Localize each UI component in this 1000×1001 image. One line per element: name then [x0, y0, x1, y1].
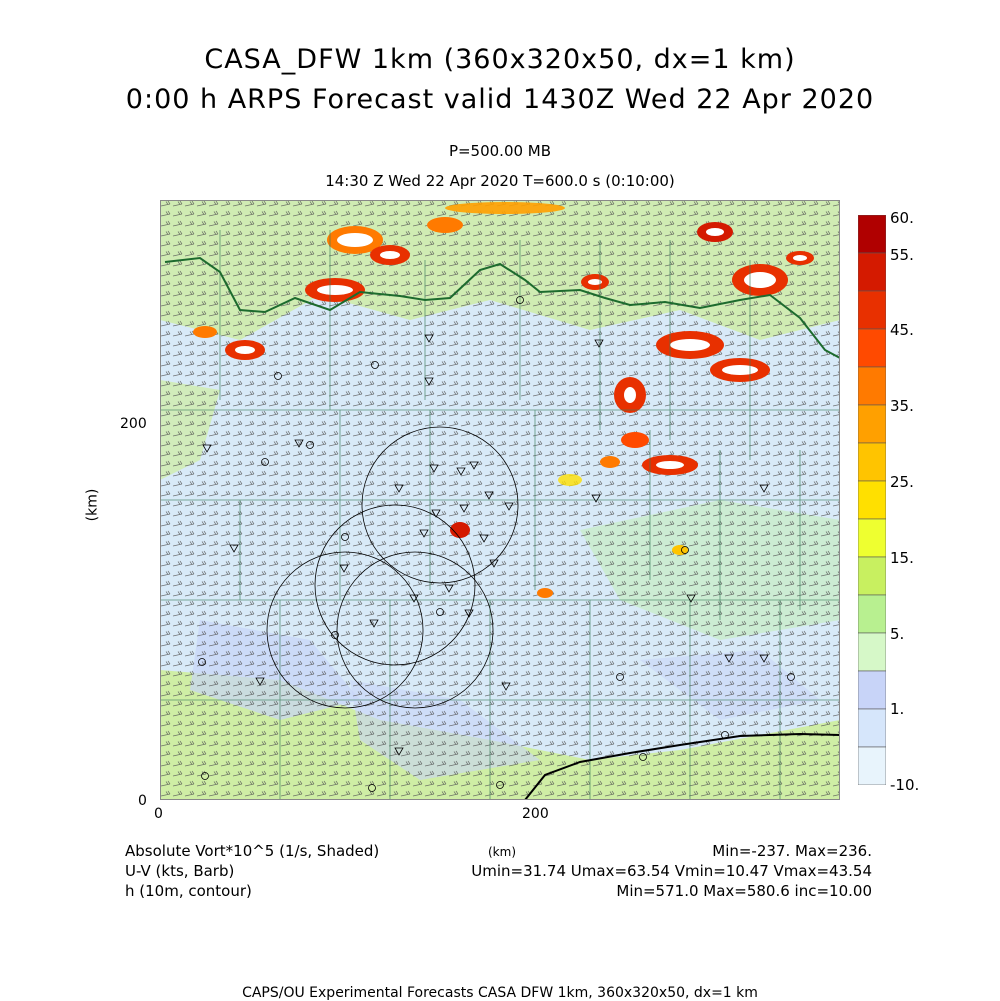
map-panel — [160, 200, 840, 800]
colorbar-swatch — [858, 671, 886, 709]
colorbar-swatch — [858, 405, 886, 443]
x-tick-0: 0 — [154, 806, 163, 822]
legend-field-wind: U-V (kts, Barb) — [125, 862, 235, 880]
pressure-level: P=500.00 MB — [448, 142, 552, 160]
colorbar-label: 1. — [890, 700, 905, 718]
colorbar-label: 25. — [890, 473, 914, 491]
stats-vorticity: Min=-237. Max=236. — [712, 842, 872, 860]
legend-x-unit: (km) — [488, 845, 517, 859]
legend-field-height: h (10m, contour) — [125, 882, 252, 900]
colorbar-swatch — [858, 557, 886, 595]
y-axis-unit: (km) — [84, 488, 101, 522]
colorbar-swatch — [858, 215, 886, 253]
colorbar-label: 35. — [890, 397, 914, 415]
colorbar-swatch — [858, 709, 886, 747]
title-line-1: CASA_DFW 1km (360x320x50, dx=1 km) — [204, 44, 796, 75]
colorbar-swatch — [858, 595, 886, 633]
colorbar-swatch — [858, 633, 886, 671]
y-tick-0: 0 — [138, 793, 147, 809]
colorbar-label: 45. — [890, 321, 914, 339]
colorbar-label: 15. — [890, 549, 914, 567]
colorbar-swatch — [858, 443, 886, 481]
colorbar-swatch — [858, 291, 886, 329]
footer-credit: CAPS/OU Experimental Forecasts CASA DFW 1km, 360x320x50, dx=1 km — [242, 985, 758, 1001]
colorbar-swatch — [858, 747, 886, 785]
colorbar-swatch — [858, 481, 886, 519]
valid-time: 14:30 Z Wed 22 Apr 2020 T=600.0 s (0:10:00) — [325, 172, 675, 190]
colorbar-swatch — [858, 253, 886, 291]
legend-field-vorticity: Absolute Vort*10^5 (1/s, Shaded) — [125, 842, 380, 860]
colorbar-label: 5. — [890, 625, 905, 643]
x-tick-200: 200 — [522, 806, 549, 822]
stats-height: Min=571.0 Max=580.6 inc=10.00 — [616, 882, 872, 900]
stats-wind: Umin=31.74 Umax=63.54 Vmin=10.47 Vmax=43.54 — [471, 862, 872, 880]
colorbar-label: 60. — [890, 209, 914, 227]
colorbar-label: -10. — [890, 776, 920, 794]
colorbar-swatch — [858, 329, 886, 367]
colorbar-swatch — [858, 367, 886, 405]
colorbar — [858, 215, 886, 785]
y-tick-200: 200 — [120, 416, 147, 432]
title-line-2: 0:00 h ARPS Forecast valid 1430Z Wed 22 Apr 2020 — [125, 84, 875, 115]
colorbar-swatch — [858, 519, 886, 557]
colorbar-label: 55. — [890, 246, 914, 264]
